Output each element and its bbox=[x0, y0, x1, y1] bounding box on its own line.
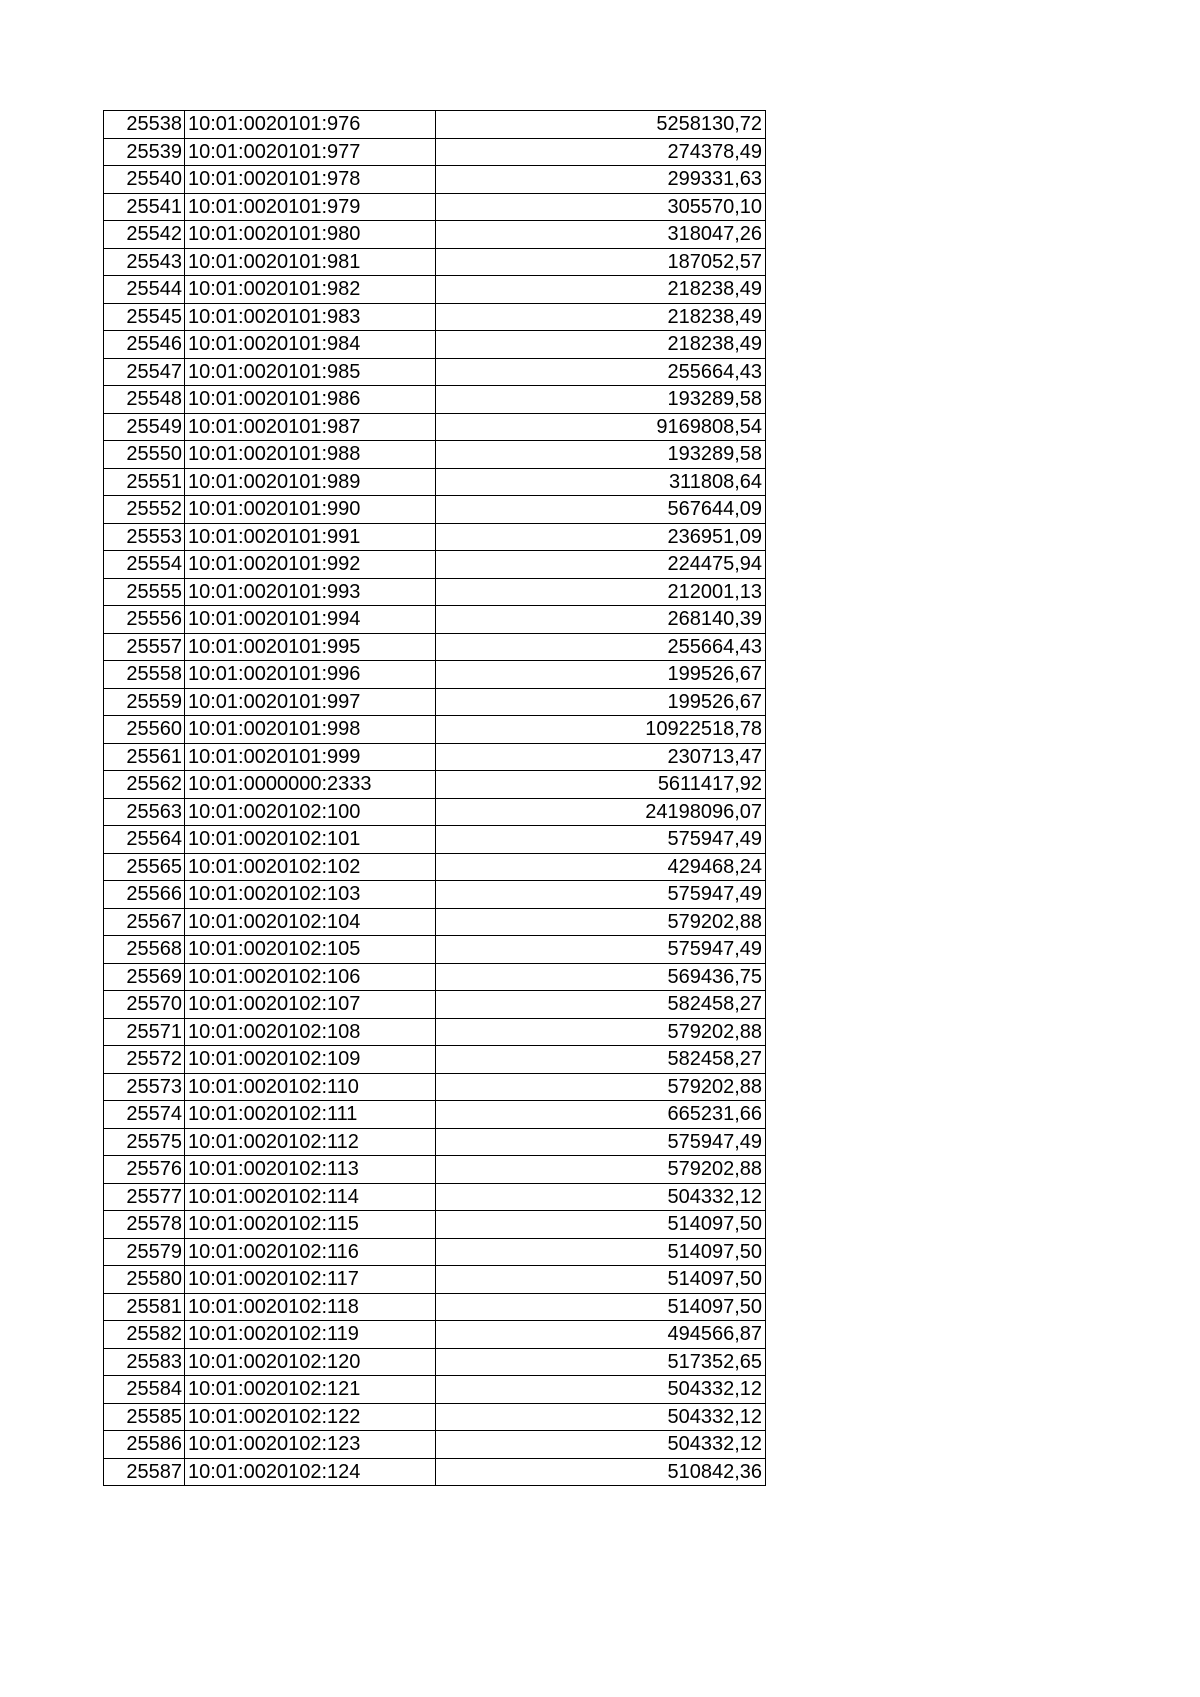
cadastral-value-cell: 5611417,92 bbox=[436, 771, 766, 799]
cadastral-value-cell: 567644,09 bbox=[436, 496, 766, 524]
cadastral-number-cell: 10:01:0020102:112 bbox=[185, 1128, 436, 1156]
cadastral-value-cell: 212001,13 bbox=[436, 578, 766, 606]
table-row bbox=[104, 991, 766, 1019]
cadastral-number-cell: 10:01:0020101:992 bbox=[185, 551, 436, 579]
cadastral-number-cell: 10:01:0020102:117 bbox=[185, 1266, 436, 1294]
table-row bbox=[104, 1238, 766, 1266]
table-row bbox=[104, 661, 766, 689]
cadastral-value-cell: 504332,12 bbox=[436, 1376, 766, 1404]
table-row bbox=[104, 248, 766, 276]
cadastral-number-cell: 10:01:0020101:978 bbox=[185, 166, 436, 194]
cadastral-number-cell: 10:01:0020101:999 bbox=[185, 743, 436, 771]
table-row bbox=[104, 743, 766, 771]
cadastral-number-cell: 10:01:0020102:114 bbox=[185, 1183, 436, 1211]
cadastral-value-cell: 236951,09 bbox=[436, 523, 766, 551]
cadastral-value-cell: 579202,88 bbox=[436, 1018, 766, 1046]
table-row bbox=[104, 138, 766, 166]
table-row bbox=[104, 606, 766, 634]
cadastral-value-cell: 199526,67 bbox=[436, 688, 766, 716]
cadastral-value-cell: 514097,50 bbox=[436, 1211, 766, 1239]
table-row bbox=[104, 771, 766, 799]
cadastral-number-cell: 10:01:0020102:109 bbox=[185, 1046, 436, 1074]
cadastral-value-cell: 305570,10 bbox=[436, 193, 766, 221]
row-number-cell: 25545 bbox=[104, 303, 185, 331]
table-row bbox=[104, 386, 766, 414]
table-row bbox=[104, 936, 766, 964]
cadastral-number-cell: 10:01:0020101:998 bbox=[185, 716, 436, 744]
cadastral-value-cell: 665231,66 bbox=[436, 1101, 766, 1129]
table-row bbox=[104, 1348, 766, 1376]
table-row bbox=[104, 1321, 766, 1349]
cadastral-value-cell: 579202,88 bbox=[436, 908, 766, 936]
row-number-cell: 25560 bbox=[104, 716, 185, 744]
cadastral-number-cell: 10:01:0020101:994 bbox=[185, 606, 436, 634]
cadastral-number-cell: 10:01:0020101:983 bbox=[185, 303, 436, 331]
table-body bbox=[104, 111, 766, 1486]
cadastral-number-cell: 10:01:0020101:980 bbox=[185, 221, 436, 249]
row-number-cell: 25559 bbox=[104, 688, 185, 716]
cadastral-number-cell: 10:01:0020102:119 bbox=[185, 1321, 436, 1349]
cadastral-number-cell: 10:01:0020102:102 bbox=[185, 853, 436, 881]
row-number-cell: 25547 bbox=[104, 358, 185, 386]
row-number-cell: 25580 bbox=[104, 1266, 185, 1294]
row-number-cell: 25576 bbox=[104, 1156, 185, 1184]
table-row bbox=[104, 1266, 766, 1294]
cadastral-value-cell: 579202,88 bbox=[436, 1156, 766, 1184]
row-number-cell: 25574 bbox=[104, 1101, 185, 1129]
cadastral-number-cell: 10:01:0020101:989 bbox=[185, 468, 436, 496]
row-number-cell: 25555 bbox=[104, 578, 185, 606]
cadastral-value-cell: 514097,50 bbox=[436, 1238, 766, 1266]
cadastral-number-cell: 10:01:0020101:987 bbox=[185, 413, 436, 441]
cadastral-value-cell: 579202,88 bbox=[436, 1073, 766, 1101]
table-row bbox=[104, 523, 766, 551]
cadastral-value-cell: 318047,26 bbox=[436, 221, 766, 249]
row-number-cell: 25568 bbox=[104, 936, 185, 964]
cadastral-number-cell: 10:01:0020102:121 bbox=[185, 1376, 436, 1404]
cadastral-value-cell: 268140,39 bbox=[436, 606, 766, 634]
cadastral-number-cell: 10:01:0020101:976 bbox=[185, 111, 436, 139]
cadastral-value-cell: 504332,12 bbox=[436, 1403, 766, 1431]
cadastral-number-cell: 10:01:0020101:982 bbox=[185, 276, 436, 304]
cadastral-number-cell: 10:01:0020101:981 bbox=[185, 248, 436, 276]
cadastral-value-cell: 510842,36 bbox=[436, 1458, 766, 1486]
table-row bbox=[104, 551, 766, 579]
cadastral-number-cell: 10:01:0020102:115 bbox=[185, 1211, 436, 1239]
table-row bbox=[104, 496, 766, 524]
cadastral-number-cell: 10:01:0020102:113 bbox=[185, 1156, 436, 1184]
row-number-cell: 25540 bbox=[104, 166, 185, 194]
cadastral-number-cell: 10:01:0020102:122 bbox=[185, 1403, 436, 1431]
cadastral-number-cell: 10:01:0020102:107 bbox=[185, 991, 436, 1019]
row-number-cell: 25585 bbox=[104, 1403, 185, 1431]
table-row bbox=[104, 633, 766, 661]
row-number-cell: 25543 bbox=[104, 248, 185, 276]
table-row bbox=[104, 1293, 766, 1321]
table-row bbox=[104, 1073, 766, 1101]
cadastral-number-cell: 10:01:0020102:104 bbox=[185, 908, 436, 936]
table-row bbox=[104, 1376, 766, 1404]
table-row bbox=[104, 963, 766, 991]
cadastral-value-cell: 311808,64 bbox=[436, 468, 766, 496]
table-row bbox=[104, 1156, 766, 1184]
table-row bbox=[104, 1101, 766, 1129]
cadastral-number-cell: 10:01:0020101:984 bbox=[185, 331, 436, 359]
cadastral-value-cell: 514097,50 bbox=[436, 1293, 766, 1321]
cadastral-value-cell: 10922518,78 bbox=[436, 716, 766, 744]
row-number-cell: 25562 bbox=[104, 771, 185, 799]
row-number-cell: 25567 bbox=[104, 908, 185, 936]
table-row bbox=[104, 166, 766, 194]
cadastral-number-cell: 10:01:0020101:986 bbox=[185, 386, 436, 414]
row-number-cell: 25584 bbox=[104, 1376, 185, 1404]
table-row bbox=[104, 1046, 766, 1074]
cadastral-number-cell: 10:01:0020102:106 bbox=[185, 963, 436, 991]
table-row bbox=[104, 908, 766, 936]
cadastral-value-cell: 575947,49 bbox=[436, 881, 766, 909]
cadastral-value-cell: 575947,49 bbox=[436, 936, 766, 964]
row-number-cell: 25548 bbox=[104, 386, 185, 414]
cadastral-number-cell: 10:01:0020102:116 bbox=[185, 1238, 436, 1266]
cadastral-value-cell: 218238,49 bbox=[436, 303, 766, 331]
table-row bbox=[104, 441, 766, 469]
cadastral-value-cell: 569436,75 bbox=[436, 963, 766, 991]
cadastral-value-cell: 575947,49 bbox=[436, 826, 766, 854]
cadastral-number-cell: 10:01:0020102:108 bbox=[185, 1018, 436, 1046]
cadastral-number-cell: 10:01:0020101:991 bbox=[185, 523, 436, 551]
table-row bbox=[104, 1183, 766, 1211]
cadastral-number-cell: 10:01:0020102:118 bbox=[185, 1293, 436, 1321]
cadastral-number-cell: 10:01:0020102:110 bbox=[185, 1073, 436, 1101]
cadastral-number-cell: 10:01:0020101:995 bbox=[185, 633, 436, 661]
row-number-cell: 25538 bbox=[104, 111, 185, 139]
cadastral-number-cell: 10:01:0000000:2333 bbox=[185, 771, 436, 799]
cadastral-number-cell: 10:01:0020102:124 bbox=[185, 1458, 436, 1486]
row-number-cell: 25571 bbox=[104, 1018, 185, 1046]
cadastral-value-cell: 199526,67 bbox=[436, 661, 766, 689]
cadastral-value-cell: 494566,87 bbox=[436, 1321, 766, 1349]
cadastral-value-cell: 218238,49 bbox=[436, 331, 766, 359]
cadastral-number-cell: 10:01:0020101:997 bbox=[185, 688, 436, 716]
cadastral-number-cell: 10:01:0020101:990 bbox=[185, 496, 436, 524]
table-row bbox=[104, 798, 766, 826]
cadastral-number-cell: 10:01:0020102:101 bbox=[185, 826, 436, 854]
row-number-cell: 25552 bbox=[104, 496, 185, 524]
row-number-cell: 25573 bbox=[104, 1073, 185, 1101]
row-number-cell: 25577 bbox=[104, 1183, 185, 1211]
row-number-cell: 25539 bbox=[104, 138, 185, 166]
cadastral-value-cell: 24198096,07 bbox=[436, 798, 766, 826]
table-row bbox=[104, 1431, 766, 1459]
row-number-cell: 25582 bbox=[104, 1321, 185, 1349]
cadastral-value-cell: 504332,12 bbox=[436, 1183, 766, 1211]
row-number-cell: 25583 bbox=[104, 1348, 185, 1376]
cadastral-value-cell: 230713,47 bbox=[436, 743, 766, 771]
table-row bbox=[104, 303, 766, 331]
row-number-cell: 25541 bbox=[104, 193, 185, 221]
cadastral-number-cell: 10:01:0020101:977 bbox=[185, 138, 436, 166]
cadastral-value-cell: 575947,49 bbox=[436, 1128, 766, 1156]
cadastral-number-cell: 10:01:0020102:103 bbox=[185, 881, 436, 909]
cadastral-number-cell: 10:01:0020102:123 bbox=[185, 1431, 436, 1459]
cadastral-number-cell: 10:01:0020102:105 bbox=[185, 936, 436, 964]
row-number-cell: 25565 bbox=[104, 853, 185, 881]
row-number-cell: 25549 bbox=[104, 413, 185, 441]
cadastral-value-cell: 9169808,54 bbox=[436, 413, 766, 441]
row-number-cell: 25570 bbox=[104, 991, 185, 1019]
table-row bbox=[104, 1018, 766, 1046]
table-row bbox=[104, 1403, 766, 1431]
row-number-cell: 25578 bbox=[104, 1211, 185, 1239]
row-number-cell: 25542 bbox=[104, 221, 185, 249]
row-number-cell: 25557 bbox=[104, 633, 185, 661]
cadastral-number-cell: 10:01:0020101:979 bbox=[185, 193, 436, 221]
cadastral-value-cell: 514097,50 bbox=[436, 1266, 766, 1294]
cadastral-value-cell: 274378,49 bbox=[436, 138, 766, 166]
row-number-cell: 25579 bbox=[104, 1238, 185, 1266]
cadastral-number-cell: 10:01:0020101:988 bbox=[185, 441, 436, 469]
row-number-cell: 25546 bbox=[104, 331, 185, 359]
table-row bbox=[104, 1211, 766, 1239]
row-number-cell: 25550 bbox=[104, 441, 185, 469]
table-row bbox=[104, 688, 766, 716]
cadastral-value-cell: 255664,43 bbox=[436, 633, 766, 661]
table-row bbox=[104, 276, 766, 304]
row-number-cell: 25586 bbox=[104, 1431, 185, 1459]
cadastral-number-cell: 10:01:0020102:111 bbox=[185, 1101, 436, 1129]
row-number-cell: 25553 bbox=[104, 523, 185, 551]
table-row bbox=[104, 221, 766, 249]
table-row bbox=[104, 881, 766, 909]
cadastral-value-cell: 255664,43 bbox=[436, 358, 766, 386]
row-number-cell: 25569 bbox=[104, 963, 185, 991]
cadastral-number-cell: 10:01:0020101:996 bbox=[185, 661, 436, 689]
table-row bbox=[104, 358, 766, 386]
table-row bbox=[104, 826, 766, 854]
row-number-cell: 25566 bbox=[104, 881, 185, 909]
cadastral-number-cell: 10:01:0020101:985 bbox=[185, 358, 436, 386]
cadastral-value-cell: 582458,27 bbox=[436, 991, 766, 1019]
row-number-cell: 25556 bbox=[104, 606, 185, 634]
cadastral-value-cell: 193289,58 bbox=[436, 441, 766, 469]
cadastral-value-table bbox=[103, 110, 766, 1486]
table-row bbox=[104, 1458, 766, 1486]
table-row bbox=[104, 853, 766, 881]
table-row bbox=[104, 111, 766, 139]
cadastral-number-cell: 10:01:0020102:120 bbox=[185, 1348, 436, 1376]
row-number-cell: 25558 bbox=[104, 661, 185, 689]
cadastral-value-cell: 5258130,72 bbox=[436, 111, 766, 139]
cadastral-number-cell: 10:01:0020102:100 bbox=[185, 798, 436, 826]
row-number-cell: 25563 bbox=[104, 798, 185, 826]
table-row bbox=[104, 468, 766, 496]
row-number-cell: 25575 bbox=[104, 1128, 185, 1156]
cadastral-value-cell: 429468,24 bbox=[436, 853, 766, 881]
row-number-cell: 25564 bbox=[104, 826, 185, 854]
table-row bbox=[104, 193, 766, 221]
row-number-cell: 25572 bbox=[104, 1046, 185, 1074]
row-number-cell: 25554 bbox=[104, 551, 185, 579]
cadastral-value-cell: 193289,58 bbox=[436, 386, 766, 414]
cadastral-value-cell: 582458,27 bbox=[436, 1046, 766, 1074]
table-row bbox=[104, 413, 766, 441]
cadastral-value-cell: 224475,94 bbox=[436, 551, 766, 579]
table-row bbox=[104, 578, 766, 606]
row-number-cell: 25561 bbox=[104, 743, 185, 771]
row-number-cell: 25551 bbox=[104, 468, 185, 496]
row-number-cell: 25581 bbox=[104, 1293, 185, 1321]
cadastral-value-cell: 299331,63 bbox=[436, 166, 766, 194]
row-number-cell: 25544 bbox=[104, 276, 185, 304]
cadastral-value-cell: 504332,12 bbox=[436, 1431, 766, 1459]
table-row bbox=[104, 716, 766, 744]
table-row bbox=[104, 1128, 766, 1156]
cadastral-value-cell: 517352,65 bbox=[436, 1348, 766, 1376]
table-row bbox=[104, 331, 766, 359]
cadastral-value-cell: 218238,49 bbox=[436, 276, 766, 304]
cadastral-value-cell: 187052,57 bbox=[436, 248, 766, 276]
row-number-cell: 25587 bbox=[104, 1458, 185, 1486]
cadastral-number-cell: 10:01:0020101:993 bbox=[185, 578, 436, 606]
